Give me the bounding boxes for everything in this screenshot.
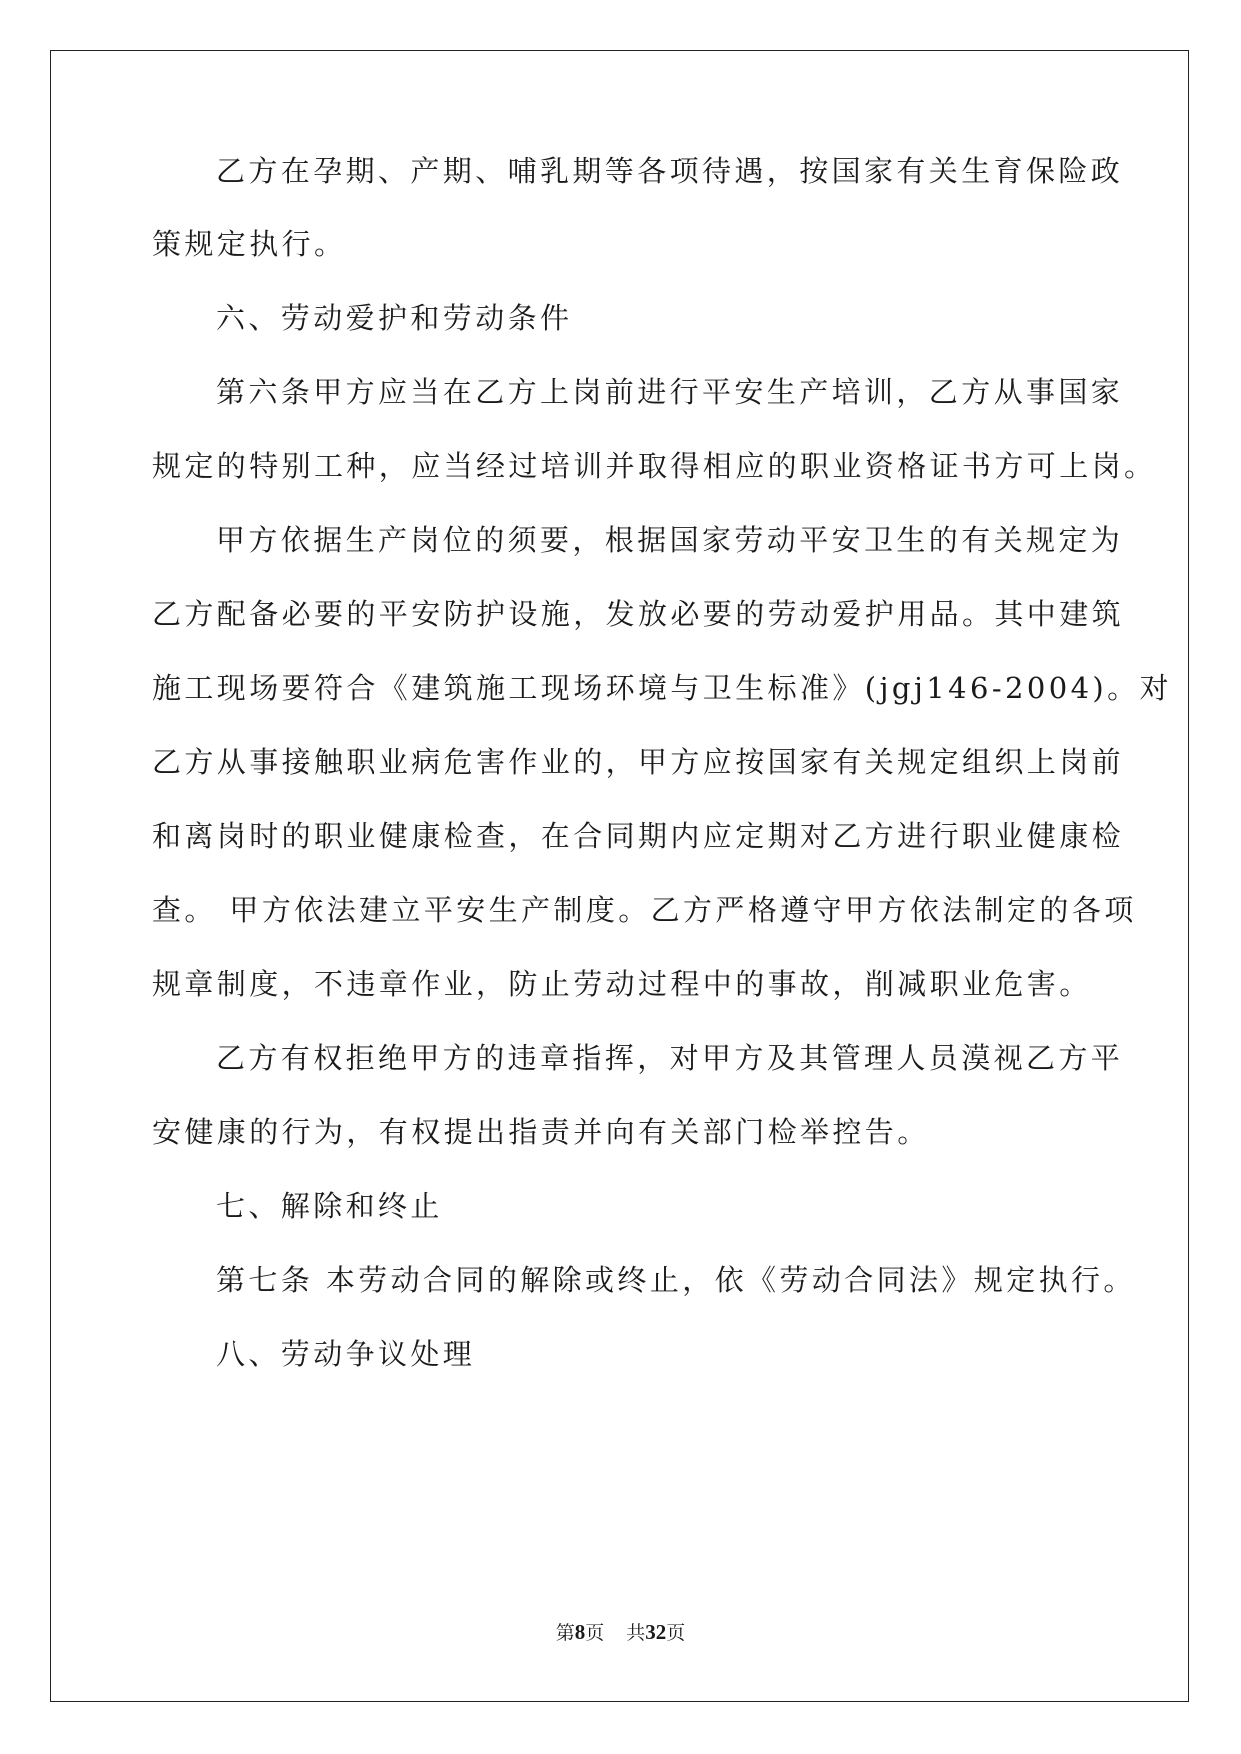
page-suffix: 页	[585, 1622, 605, 1644]
page-number: 8	[574, 1620, 586, 1644]
paragraph-line: 策规定执行。	[152, 227, 347, 261]
paragraph-line: 施工现场要符合《建筑施工现场环境与卫生标准》(jgj146-2004)。对	[152, 671, 1172, 705]
section-heading: 八、劳动争议处理	[216, 1337, 476, 1371]
paragraph-line: 乙方有权拒绝甲方的违章指挥，对甲方及其管理人员漠视乙方平	[216, 1041, 1124, 1075]
section-heading: 六、劳动爱护和劳动条件	[216, 301, 573, 335]
total-pages: 32	[645, 1620, 667, 1644]
paragraph-line: 第七条 本劳动合同的解除或终止，依《劳动合同法》规定执行。	[216, 1263, 1136, 1297]
total-prefix: 共	[626, 1622, 646, 1644]
paragraph-line: 甲方依据生产岗位的须要，根据国家劳动平安卫生的有关规定为	[216, 523, 1124, 557]
section-heading: 七、解除和终止	[216, 1189, 443, 1223]
paragraph-line: 规章制度，不违章作业，防止劳动过程中的事故，削减职业危害。	[152, 967, 1092, 1001]
page-prefix: 第	[555, 1622, 575, 1644]
paragraph-line: 第六条甲方应当在乙方上岗前进行平安生产培训，乙方从事国家	[216, 375, 1124, 409]
paragraph-line: 查。 甲方依法建立平安生产制度。乙方严格遵守甲方依法制定的各项	[152, 893, 1137, 927]
paragraph-line: 乙方从事接触职业病危害作业的，甲方应按国家有关规定组织上岗前	[152, 745, 1125, 779]
total-suffix: 页	[666, 1622, 686, 1644]
page-footer	[0, 1620, 1241, 1645]
paragraph-line: 和离岗时的职业健康检查，在合同期内应定期对乙方进行职业健康检	[152, 819, 1125, 853]
paragraph-line: 乙方在孕期、产期、哺乳期等各项待遇，按国家有关生育保险政	[216, 154, 1124, 188]
paragraph-line: 乙方配备必要的平安防护设施，发放必要的劳动爱护用品。其中建筑	[152, 597, 1125, 631]
paragraph-line: 安健康的行为，有权提出指责并向有关部门检举控告。	[152, 1115, 930, 1149]
paragraph-line: 规定的特别工种，应当经过培训并取得相应的职业资格证书方可上岗。	[152, 449, 1157, 483]
